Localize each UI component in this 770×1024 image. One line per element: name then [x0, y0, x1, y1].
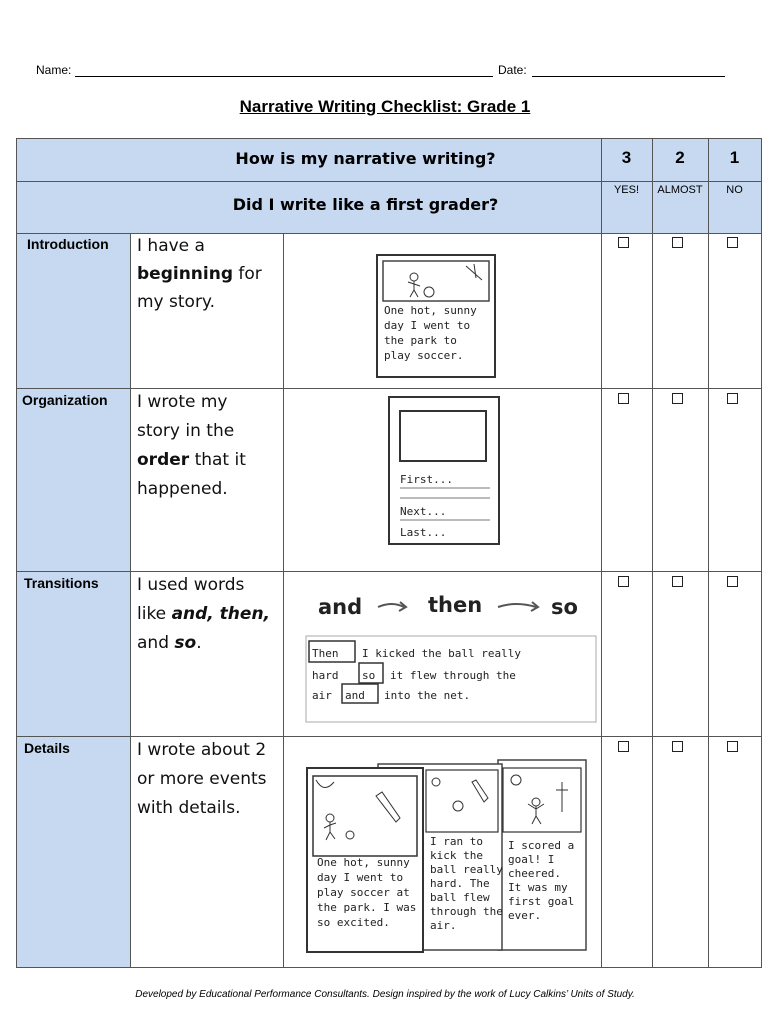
transition-word-then: then — [428, 593, 483, 617]
sketch-line: day I went to — [317, 871, 404, 884]
sketch-line: ball flew — [430, 891, 490, 904]
checkbox-introduction-yes[interactable] — [618, 237, 629, 248]
transitions-sketch — [300, 585, 600, 725]
sketch-line: ever. — [508, 909, 542, 922]
sentence-word: so — [362, 669, 376, 682]
sketch-line: hard. The — [430, 877, 490, 890]
sentence-text: I kicked the ball really — [362, 647, 521, 660]
sentence-text: air — [312, 689, 332, 702]
sentence-text: into the net. — [384, 689, 471, 702]
category-organization: Organization — [22, 392, 108, 408]
sketch-line: the park. I was — [317, 901, 417, 914]
details-sketch — [300, 752, 590, 962]
score-1: 1 — [729, 148, 740, 167]
sketch-line: One hot, sunny — [384, 304, 477, 317]
sentence-word: and — [345, 689, 365, 702]
organization-sketch — [386, 394, 504, 549]
date-field[interactable] — [532, 76, 725, 77]
sketch-line: Last... — [400, 526, 447, 539]
introduction-sketch — [374, 252, 500, 380]
checkbox-transitions-almost[interactable] — [672, 576, 683, 587]
sentence-word: Then — [312, 647, 339, 660]
category-column — [16, 233, 130, 967]
footer-credit: Developed by Educational Performance Consultants. Design inspired by the work of Lucy Calkins’ Units of Study. — [135, 989, 635, 1000]
checkbox-transitions-no[interactable] — [727, 576, 738, 587]
checkbox-introduction-no[interactable] — [727, 237, 738, 248]
transition-word-so: so — [551, 595, 578, 619]
sketch-line: goal! I — [508, 853, 555, 866]
checkbox-organization-yes[interactable] — [618, 393, 629, 404]
name-field[interactable] — [75, 76, 493, 77]
sketch-line: air. — [430, 919, 457, 932]
category-details: Details — [24, 740, 70, 756]
sketch-line: kick the — [430, 849, 483, 862]
question-heading: How is my narrative writing? — [235, 149, 496, 168]
sentence-text: hard — [312, 669, 339, 682]
score-2: 2 — [675, 148, 685, 167]
date-label: Date: — [498, 63, 527, 77]
sketch-line: Next... — [400, 505, 447, 518]
category-transitions: Transitions — [24, 575, 99, 591]
transition-word-and: and — [318, 595, 363, 619]
sketch-line: ball really — [430, 863, 503, 876]
sentence-text: it flew through the — [390, 669, 516, 682]
name-label: Name: — [36, 63, 72, 77]
score-3: 3 — [621, 148, 632, 167]
sketch-line: so excited. — [317, 916, 390, 929]
sketch-line: the park to — [384, 334, 457, 347]
checkbox-details-yes[interactable] — [618, 741, 629, 752]
sketch-line: play soccer. — [384, 349, 464, 362]
sketch-line: first goal — [508, 895, 575, 908]
sketch-line: cheered. — [508, 867, 561, 880]
checkbox-transitions-yes[interactable] — [618, 576, 629, 587]
score-label-yes: YES! — [613, 184, 640, 196]
checkbox-organization-no[interactable] — [727, 393, 738, 404]
category-introduction: Introduction — [27, 236, 109, 252]
sketch-line: day I went to — [384, 319, 471, 332]
sketch-line: through the — [430, 905, 503, 918]
description-details: I wrote about 2 or more events with details. — [137, 740, 267, 818]
checkbox-details-no[interactable] — [727, 741, 738, 752]
sketch-line: First... — [400, 473, 453, 486]
checkbox-organization-almost[interactable] — [672, 393, 683, 404]
page-title: Narrative Writing Checklist: Grade 1 — [239, 97, 531, 116]
question-subheading: Did I write like a first grader? — [232, 195, 499, 214]
sketch-line: It was my — [508, 881, 568, 894]
description-transitions: I used words like and, then, and so. — [137, 575, 271, 653]
score-label-almost: ALMOST — [657, 184, 703, 196]
description-organization: I wrote my story in the order that it happened. — [137, 392, 246, 499]
checkbox-introduction-almost[interactable] — [672, 237, 683, 248]
sketch-line: I scored a — [508, 839, 575, 852]
sketch-line: play soccer at — [317, 886, 410, 899]
sketch-line: I ran to — [430, 835, 483, 848]
checkbox-details-almost[interactable] — [672, 741, 683, 752]
sketch-line: One hot, sunny — [317, 856, 410, 869]
score-label-no: NO — [726, 184, 743, 196]
description-introduction: I have a beginning for my story. — [137, 236, 262, 312]
